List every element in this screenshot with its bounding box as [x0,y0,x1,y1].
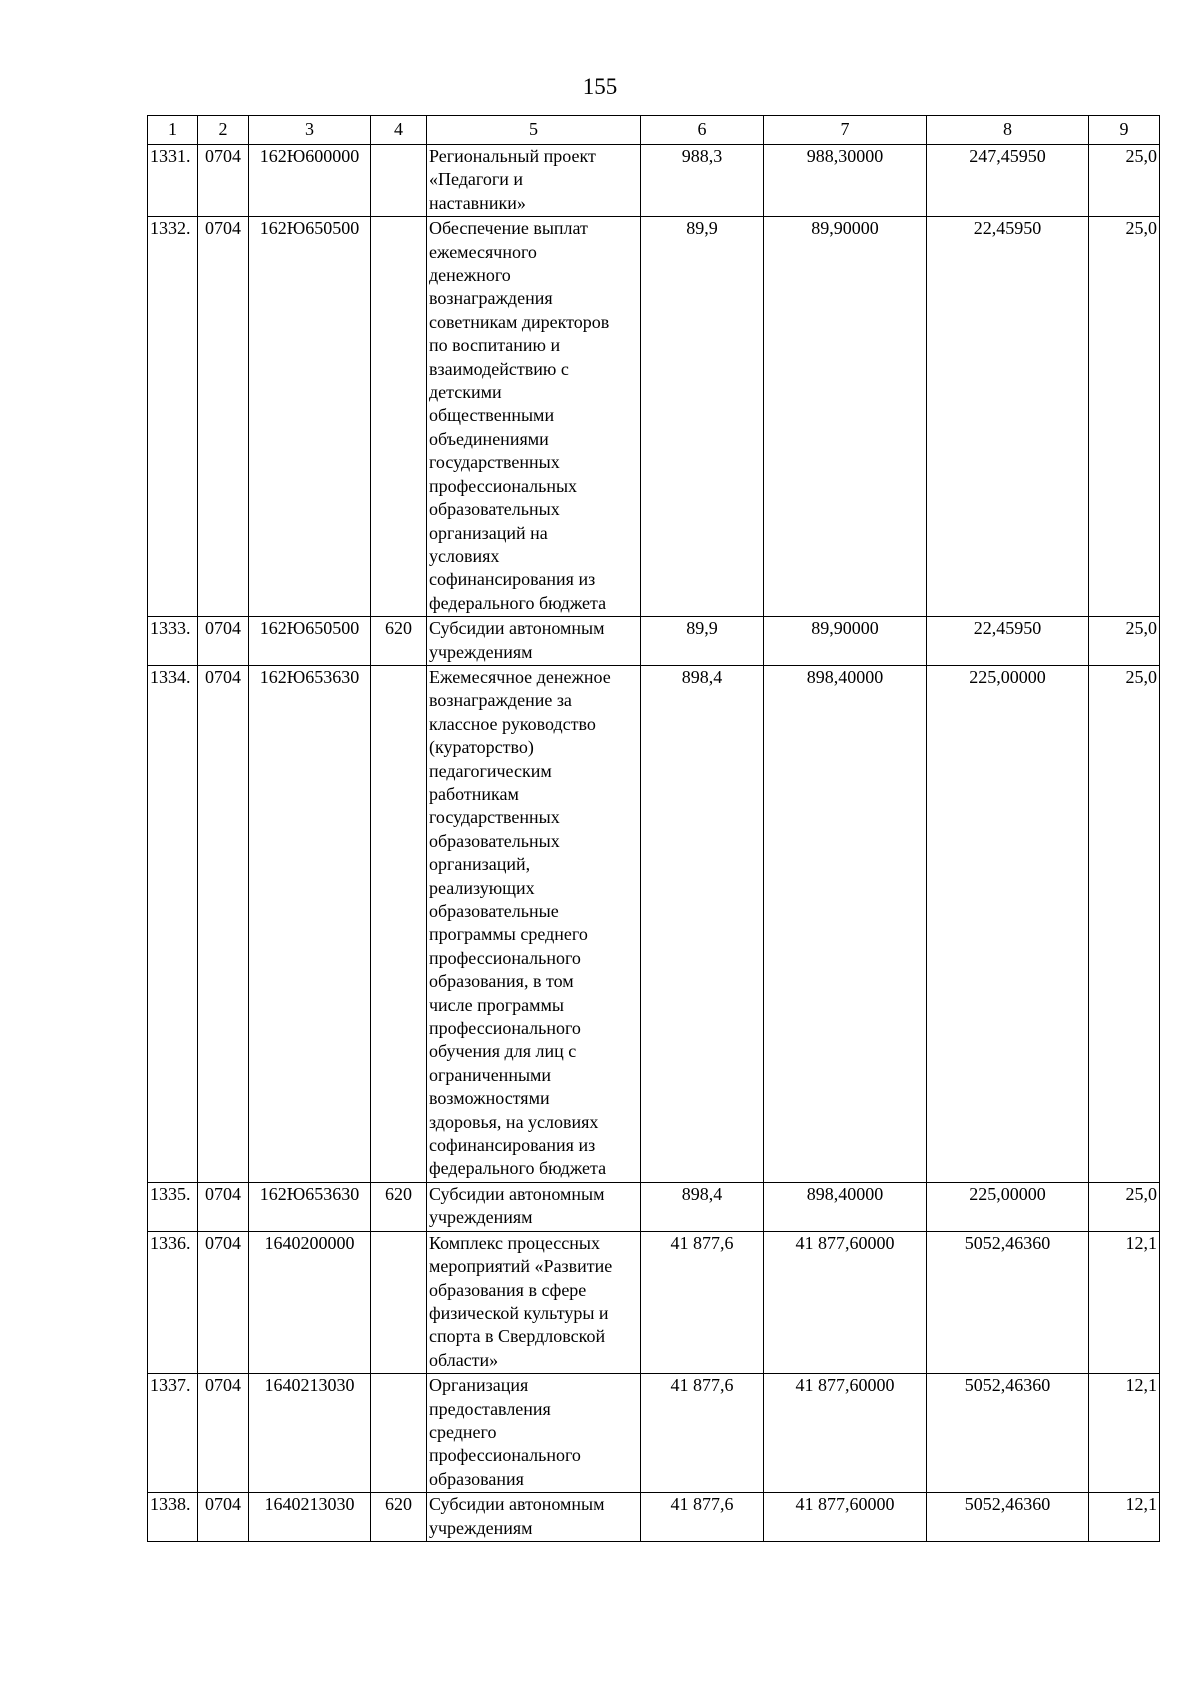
item-name-line: взаимодействию с [429,358,569,379]
expense-type: 620 [371,617,427,666]
item-name-line: ограниченными [429,1064,552,1085]
item-name-line: здоровья, на условиях [429,1111,599,1132]
item-name-line: наставники» [429,192,526,213]
value-col9: 25,0 [1089,617,1160,666]
section-code: 0704 [198,1493,249,1542]
row-number: 1335. [148,1182,198,1231]
item-name-line: «Педагоги и [429,169,523,190]
item-name [427,1374,641,1493]
item-name-line: софинансирования из [429,569,596,590]
expense-type: 620 [371,1493,427,1542]
value-col6: 89,9 [641,217,764,617]
item-name-line: мероприятий «Развитие [429,1256,613,1277]
section-code: 0704 [198,1231,249,1373]
item-name-line: вознаграждение за [429,690,572,711]
section-code: 0704 [198,217,249,617]
item-name-line: Ежемесячное денежное [429,666,611,687]
item-name-line: предоставления [429,1398,551,1419]
item-name-line: образования в сфере [429,1279,587,1300]
column-header-2: 2 [198,116,249,145]
item-name-line: образовательных [429,499,560,520]
table-row [148,217,1160,617]
table-row [148,1231,1160,1373]
item-name-line: профессионального [429,1018,581,1039]
column-header-7: 7 [764,116,927,145]
value-col8: 247,45950 [927,145,1089,217]
row-number: 1333. [148,617,198,666]
value-col6: 988,3 [641,145,764,217]
item-name-line: объединениями [429,428,549,449]
expense-type [371,145,427,217]
expense-type [371,1374,427,1493]
row-number: 1338. [148,1493,198,1542]
header-row [148,116,1160,145]
item-name-line: образования [429,1468,524,1489]
value-col9: 25,0 [1089,1182,1160,1231]
expense-type [371,665,427,1182]
value-col7: 89,90000 [764,217,927,617]
section-code: 0704 [198,665,249,1182]
section-code: 0704 [198,1374,249,1493]
item-name-line: классное руководство [429,713,596,734]
target-code: 162Ю653630 [249,665,371,1182]
value-col7: 41 877,60000 [764,1231,927,1373]
item-name [427,145,641,217]
column-header-8: 8 [927,116,1089,145]
value-col6: 41 877,6 [641,1374,764,1493]
page-number: 155 [582,74,618,99]
target-code: 1640213030 [249,1374,371,1493]
value-col7: 898,40000 [764,665,927,1182]
row-number: 1334. [148,665,198,1182]
section-code: 0704 [198,145,249,217]
item-name-line: обучения для лиц с [429,1041,577,1062]
row-number: 1332. [148,217,198,617]
table-row [148,145,1160,217]
item-name-line: Обеспечение выплат [429,218,588,239]
value-col6: 89,9 [641,617,764,666]
item-name-line: софинансирования из [429,1135,596,1156]
value-col7: 898,40000 [764,1182,927,1231]
value-col8: 225,00000 [927,665,1089,1182]
table-row [148,1182,1160,1231]
value-col9: 12,1 [1089,1374,1160,1493]
item-name-line: образовательные [429,901,559,921]
value-col8: 5052,46360 [927,1374,1089,1493]
item-name [427,617,641,666]
item-name-line: государственных [429,807,560,828]
item-name-line: организаций, [429,854,531,875]
item-name-line: спорта в Свердловской [429,1326,606,1347]
value-col7: 41 877,60000 [764,1374,927,1493]
table-row [148,665,1160,1182]
section-code: 0704 [198,1182,249,1231]
item-name-line: числе программы [429,994,565,1015]
value-col7: 41 877,60000 [764,1493,927,1542]
item-name-line: организаций на [429,522,548,543]
column-header-1: 1 [148,116,198,145]
item-name-line: среднего [429,1421,497,1442]
item-name-line: педагогическим [429,760,552,781]
item-name-line: профессионального [429,1445,581,1466]
item-name-line: советникам директоров [429,311,610,332]
table-body [148,145,1160,1542]
item-name-line: федерального бюджета [429,592,607,613]
item-name-line: ежемесячного [429,241,537,262]
expense-type [371,217,427,617]
item-name-line: Субсидии автономным [429,1494,605,1515]
item-name-line: денежного [429,265,511,286]
item-name-line: детскими [429,382,502,403]
item-name-line: общественными [429,405,555,426]
item-name-line: программы среднего [429,924,588,945]
item-name-line: образовательных [429,830,560,851]
item-name [427,1231,641,1373]
row-number: 1337. [148,1374,198,1493]
value-col6: 41 877,6 [641,1493,764,1542]
item-name-line: Комплекс процессных [429,1232,600,1253]
item-name-line: Региональный проект [429,146,596,166]
target-code: 162Ю600000 [249,145,371,217]
item-name-line: физической культуры и [429,1302,609,1323]
item-name-line: возможностями [429,1088,550,1109]
value-col7: 988,30000 [764,145,927,217]
target-code: 162Ю650500 [249,617,371,666]
column-header-4: 4 [371,116,427,145]
item-name-line: области» [429,1349,499,1370]
table-row [148,1374,1160,1493]
item-name-line: по воспитанию и [429,335,561,356]
item-name-line: федерального бюджета [429,1158,607,1179]
item-name [427,1182,641,1231]
value-col8: 5052,46360 [927,1231,1089,1373]
column-header-9: 9 [1089,116,1160,145]
item-name-line: Субсидии автономным [429,618,605,639]
expense-type: 620 [371,1182,427,1231]
target-code: 1640213030 [249,1493,371,1542]
section-code: 0704 [198,617,249,666]
item-name-line: Организация [429,1375,529,1396]
target-code: 1640200000 [249,1231,371,1373]
item-name-line: работникам [429,783,519,804]
item-name-line: профессионального [429,947,581,968]
item-name [427,665,641,1182]
row-number: 1331. [148,145,198,217]
value-col9: 25,0 [1089,145,1160,217]
item-name [427,217,641,617]
item-name-line: вознаграждения [429,288,553,309]
value-col8: 5052,46360 [927,1493,1089,1542]
item-name-line: профессиональных [429,475,578,496]
column-header-5: 5 [427,116,641,145]
value-col6: 898,4 [641,1182,764,1231]
value-col6: 41 877,6 [641,1231,764,1373]
target-code: 162Ю650500 [249,217,371,617]
value-col9: 25,0 [1089,665,1160,1182]
value-col8: 22,45950 [927,617,1089,666]
item-name-line: реализующих [429,877,535,898]
value-col9: 12,1 [1089,1231,1160,1373]
item-name-line: учреждениям [429,641,533,662]
item-name [427,1493,641,1542]
item-name-line: (кураторство) [429,737,534,758]
value-col9: 12,1 [1089,1493,1160,1542]
value-col8: 225,00000 [927,1182,1089,1231]
column-header-3: 3 [249,116,371,145]
item-name-line: учреждениям [429,1517,533,1538]
table-row [148,617,1160,666]
expense-type [371,1231,427,1373]
item-name-line: образования, в том [429,971,574,992]
item-name-line: государственных [429,452,560,473]
value-col7: 89,90000 [764,617,927,666]
column-header-6: 6 [641,116,764,145]
target-code: 162Ю653630 [249,1182,371,1231]
item-name-line: условиях [429,545,500,566]
value-col9: 25,0 [1089,217,1160,617]
budget-table [147,115,1160,1542]
table-row [148,1493,1160,1542]
row-number: 1336. [148,1231,198,1373]
value-col8: 22,45950 [927,217,1089,617]
value-col6: 898,4 [641,665,764,1182]
item-name-line: Субсидии автономным [429,1183,605,1204]
item-name-line: учреждениям [429,1207,533,1228]
